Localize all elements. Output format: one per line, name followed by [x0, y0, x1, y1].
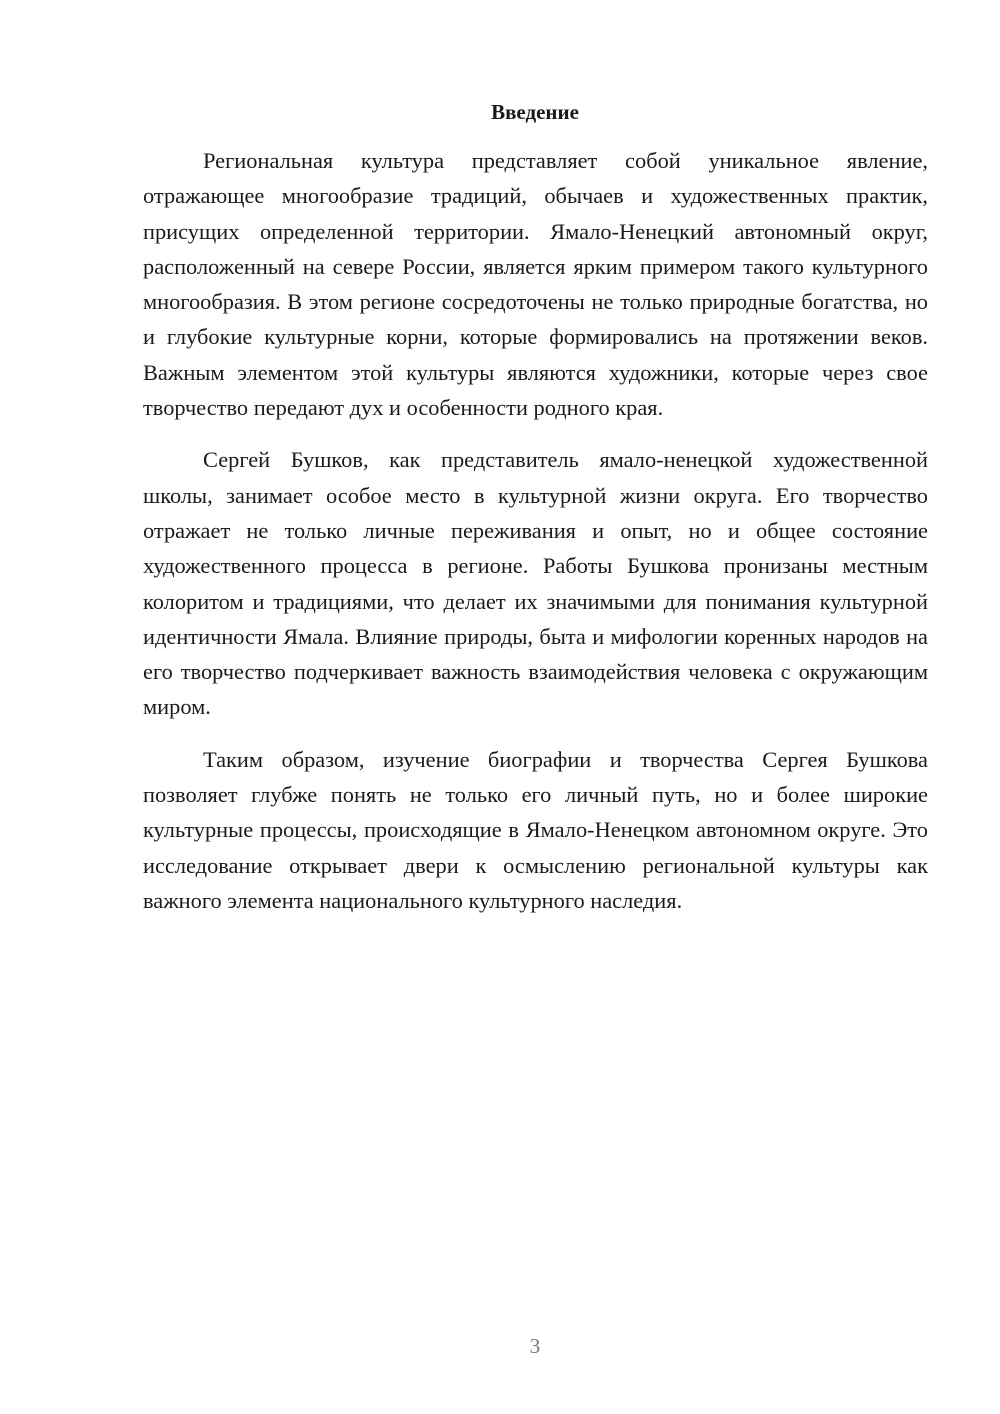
document-body [143, 143, 928, 935]
paragraph-bushkov: Сергей Бушков, как представитель ямало-ненецкой художественной школы, занимает особое место в культурной жизни округа. Его творчество отражает не только личные переживания и опыт, но и общее состояние художественного процесса в регионе. Работы Бушкова пронизаны местным колоритом и традициями, что делает их значимыми для понимания культурной идентичности Ямала. Влияние природы, быта и мифологии коренных народов на его творчество подчеркивает важность взаимодействия человека с окружающим миром. [143, 447, 928, 720]
paragraph-intro: Региональная культура представляет собой уникальное явление, отражающее многообразие традиций, обычаев и художественных практик, присущих определенной территории. Ямало-Ненецкий автономный округ, расположенный на севере России, является ярким примером такого культурного многообразия. В этом регионе сосредоточены не только природные богатства, но и глубокие культурные корни, которые формировались на протяжении веков. Важным элементом этой культуры являются художники, которые через свое творчество передают дух и особенности родного края. [143, 148, 928, 421]
paragraph-conclusion: Таким образом, изучение биографии и творчества Сергея Бушкова позволяет глубже понять не только его личный путь, но и более широкие культурные процессы, происходящие в Ямало-Ненецком автономном округе. Это исследование открывает двери к осмыслению региональной культуры как важного элемента национального культурного наследия. [143, 746, 928, 913]
page-number: 3 [529, 1334, 541, 1358]
section-title: Введение [491, 100, 579, 124]
